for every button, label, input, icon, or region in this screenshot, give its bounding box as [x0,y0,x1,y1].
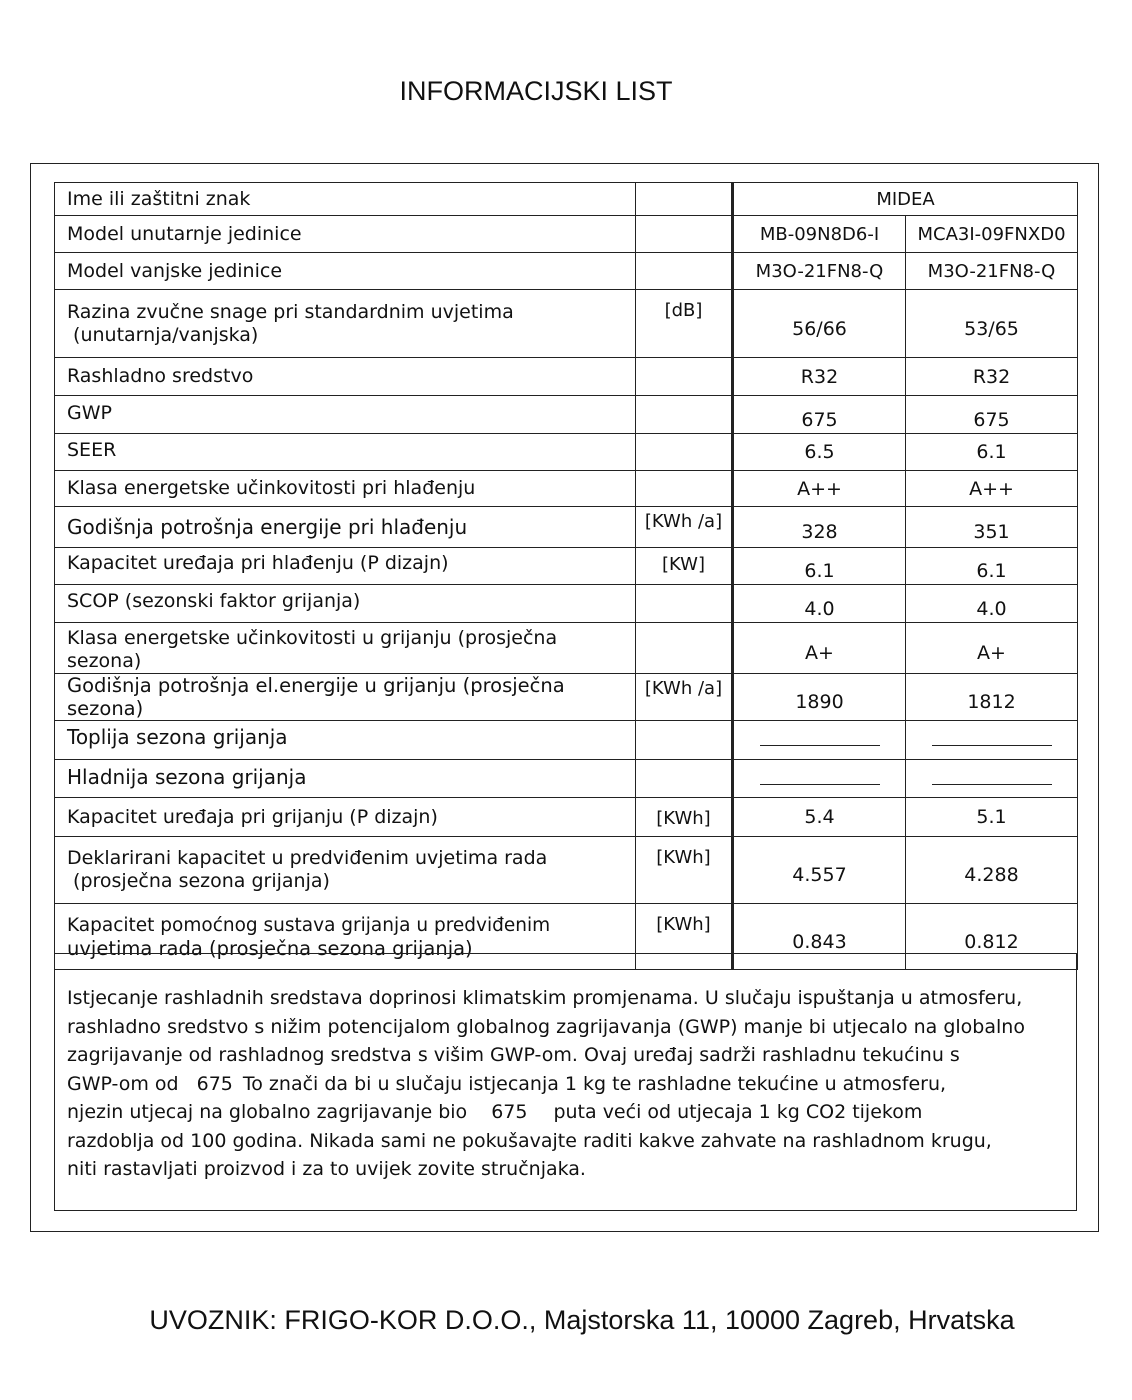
spec-table [54,182,1078,970]
value-2: 5.1 [906,798,1078,837]
unit-cell [636,471,733,507]
empty-value-line [760,745,880,746]
table-row [55,216,1078,253]
value-1: 328 [733,507,906,548]
value-1: 6.5 [733,434,906,471]
value-2: 1812 [906,674,1078,721]
notice-line [67,1070,1066,1099]
value-1: R32 [733,358,906,396]
value-2: 675 [906,396,1078,434]
unit-cell [636,183,733,216]
row-label: Ime ili zaštitni znak [55,183,636,216]
notice-text: GWP-om od [67,1072,179,1095]
table-row [55,290,1078,358]
unit-cell [636,585,733,623]
value-2: 4.0 [906,585,1078,623]
empty-value-line [932,745,1052,746]
row-label-line-2: (prosječna sezona grijanja) [67,870,330,892]
table-row [55,548,1078,585]
row-label [55,837,636,904]
row-label-line-1: Razina zvučne snage pri standardnim uvjetima [67,300,514,323]
value-2: 4.288 [906,837,1078,904]
row-label: Toplija sezona grijanja [55,721,636,760]
table-row [55,760,1078,798]
value-2: A+ [906,623,1078,674]
unit-cell [636,358,733,396]
unit-cell: [KWh] [636,904,733,970]
row-label: Klasa energetske učinkovitosti pri hlađenju [55,471,636,507]
table-row [55,674,1078,721]
row-label: Klasa energetske učinkovitosti u grijanju (prosječna sezona) [55,623,636,674]
value-2: 6.1 [906,548,1078,585]
value-1: 6.1 [733,548,906,585]
value-1: A+ [733,623,906,674]
notice-line: Istjecanje rashladnih sredstava doprinosi klimatskim promjenama. U slučaju ispuštanja u atmosferu, [67,987,1023,1009]
row-label: GWP [55,396,636,434]
value-1: 4.557 [733,837,906,904]
notice-line [67,1098,1066,1127]
unit-cell [636,721,733,760]
notice-text: To znači da bi u slučaju istjecanja 1 kg te rashladne tekućine u atmosferu, [242,1072,947,1095]
row-label: Rashladno sredstvo [55,358,636,396]
unit-cell [636,760,733,798]
table-row [55,585,1078,623]
value-2 [906,760,1078,798]
brand-name: MIDEA [733,183,1078,216]
row-label-line-1: Kapacitet pomoćnog sustava grijanja u predviđenim [67,914,551,936]
table-row [55,721,1078,760]
table-row [55,396,1078,434]
gwp-value: 675 [491,1101,528,1123]
document-title: INFORMACIJSKI LIST [399,76,673,106]
row-label: Kapacitet uređaja pri hlađenju (P dizajn) [55,548,636,585]
value-1: A++ [733,471,906,507]
row-label: Godišnja potrošnja energije pri hlađenju [55,507,636,548]
value-1: 4.0 [733,585,906,623]
notice-text: puta veći od utjecaja 1 kg CO2 tijekom [553,1101,923,1123]
value-2: 0.812 [906,904,1078,970]
table-row [55,434,1078,471]
refrigerant-notice [54,953,1077,1211]
table-row [55,253,1078,290]
table-row [55,798,1078,837]
empty-value-line [932,784,1052,785]
model-2: MCA3I-09FNXD0 [906,216,1078,253]
value-1: 0.843 [733,904,906,970]
table-row [55,623,1078,674]
table-row [55,183,1078,216]
value-1: 56/66 [733,290,906,358]
empty-value-line [760,784,880,785]
unit-cell [636,396,733,434]
unit-cell [636,434,733,471]
model-1: MB-09N8D6-I [733,216,906,253]
unit-cell: [KWh /a] [636,507,733,548]
value-2: 351 [906,507,1078,548]
notice-line: razdoblja od 100 godina. Nikada sami ne pokušavajte raditi kakve zahvate na rashladnom krugu, [67,1129,992,1152]
value-1: 1890 [733,674,906,721]
value-1 [733,721,906,760]
notice-text: njezin utjecaj na globalno zagrijavanje bio [67,1101,468,1123]
model-1: M3O-21FN8-Q [733,253,906,290]
unit-cell: [KWh] [636,837,733,904]
row-label: Model unutarnje jedinice [55,216,636,253]
value-1 [733,760,906,798]
value-2: 6.1 [906,434,1078,471]
notice-line: niti rastavljati proizvod i za to uvijek zovite stručnjaka. [67,1158,586,1180]
table-row [55,507,1078,548]
value-1: 675 [733,396,906,434]
row-label: SEER [55,434,636,471]
row-label-line-1: Deklarirani kapacitet u predviđenim uvjetima rada [67,847,548,869]
row-label [55,290,636,358]
table-row [55,471,1078,507]
row-label: SCOP (sezonski faktor grijanja) [55,585,636,623]
unit-cell: [KW] [636,548,733,585]
notice-line: rashladno sredstvo s nižim potencijalom globalnog zagrijavanja (GWP) manje bi utjecalo na globalno [67,1015,1025,1038]
notice-line: zagrijavanje od rashladnog sredstva s višim GWP-om. Ovaj uređaj sadrži rashladnu tekućinu s [67,1044,960,1066]
gwp-value: 675 [196,1072,233,1095]
row-label: Model vanjske jedinice [55,253,636,290]
model-2: M3O-21FN8-Q [906,253,1078,290]
unit-cell [636,253,733,290]
unit-cell: [dB] [636,290,733,358]
unit-cell [636,216,733,253]
row-label: Kapacitet uređaja pri grijanju (P dizajn) [55,798,636,837]
value-2 [906,721,1078,760]
table-row [55,837,1078,904]
table-row [55,358,1078,396]
unit-cell: [KWh /a] [636,674,733,721]
value-2: 53/65 [906,290,1078,358]
value-1: 5.4 [733,798,906,837]
row-label-line-2: uvjetima rada (prosječna sezona grijanja) [67,936,473,960]
row-label: Godišnja potrošnja el.energije u grijanju (prosječna sezona) [55,674,636,721]
value-2: A++ [906,471,1078,507]
unit-cell: [KWh] [636,798,733,837]
importer-footer: UVOZNIK: FRIGO-KOR D.O.O., Majstorska 11, 10000 Zagreb, Hrvatska [149,1305,1015,1335]
row-label: Hladnija sezona grijanja [55,760,636,798]
value-2: R32 [906,358,1078,396]
row-label-line-2: (unutarnja/vanjska) [67,323,259,346]
unit-cell [636,623,733,674]
